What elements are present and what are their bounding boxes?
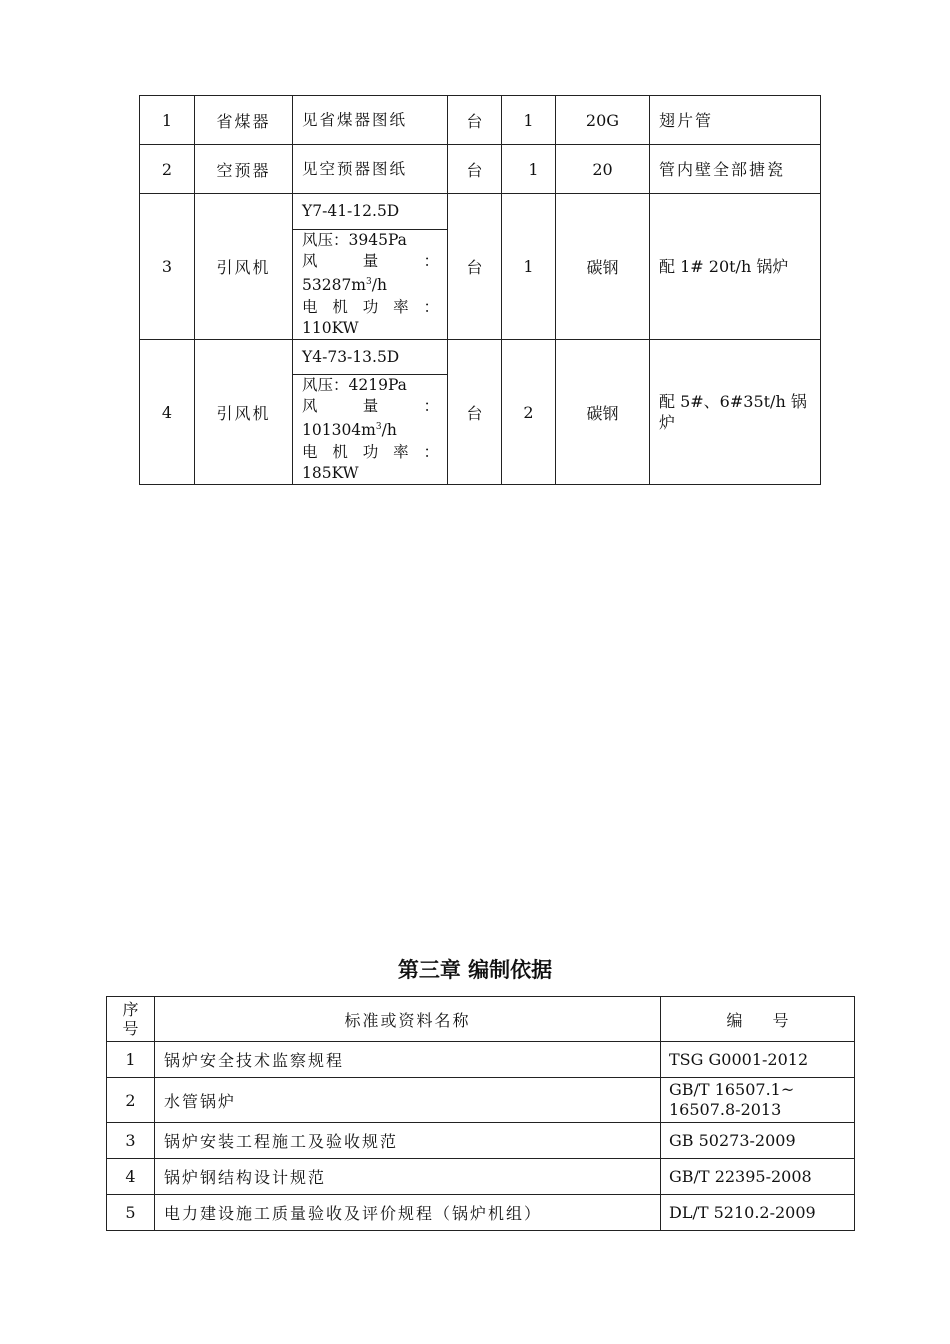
equipment-note: 翅片管	[650, 96, 821, 145]
equipment-spec: 见空预器图纸	[293, 145, 448, 194]
fan-flow-label: 风 量 ：	[302, 397, 439, 416]
standard-code: TSG G0001-2012	[661, 1042, 855, 1078]
standard-name: 锅炉安全技术监察规程	[155, 1042, 661, 1078]
equipment-table	[139, 95, 821, 485]
fan-power-value: 185KW	[302, 463, 359, 482]
table-row	[107, 1159, 855, 1195]
equipment-qty: 1	[502, 96, 556, 145]
equipment-name: 空预器	[195, 145, 293, 194]
fan-pressure: 风压：4219Pa	[302, 376, 407, 395]
table-header-row	[107, 997, 855, 1042]
fan-parameters	[293, 375, 448, 485]
standard-code: DL/T 5210.2-2009	[661, 1195, 855, 1231]
table-row	[140, 145, 821, 194]
equipment-qty: 1	[502, 194, 556, 340]
row-number: 4	[140, 340, 195, 485]
row-number: 4	[107, 1159, 155, 1195]
equipment-material: 碳钢	[556, 194, 650, 340]
equipment-name: 省煤器	[195, 96, 293, 145]
standard-code: GB 50273-2009	[661, 1123, 855, 1159]
fan-flow-label: 风 量 ：	[302, 252, 439, 271]
row-number: 5	[107, 1195, 155, 1231]
header-code: 编号	[661, 997, 855, 1042]
chapter-title: 第三章 编制依据	[397, 958, 553, 982]
standard-code: GB/T 22395-2008	[661, 1159, 855, 1195]
equipment-material: 20G	[556, 96, 650, 145]
table-row	[107, 1042, 855, 1078]
fan-power-value: 110KW	[302, 318, 359, 337]
table-row	[140, 340, 821, 375]
standard-name: 水管锅炉	[155, 1078, 661, 1123]
header-name: 标准或资料名称	[155, 997, 661, 1042]
table-row	[107, 1195, 855, 1231]
table-row	[107, 1078, 855, 1123]
equipment-unit: 台	[448, 194, 502, 340]
fan-pressure: 风压：3945Pa	[302, 231, 407, 250]
equipment-unit: 台	[448, 340, 502, 485]
equipment-note: 配 1# 20t/h 锅炉	[650, 194, 821, 340]
standard-name: 电力建设施工质量验收及评价规程（锅炉机组）	[155, 1195, 661, 1231]
equipment-unit: 台	[448, 96, 502, 145]
table-row	[140, 194, 821, 230]
row-number: 1	[140, 96, 195, 145]
equipment-unit: 台	[448, 145, 502, 194]
row-number: 2	[140, 145, 195, 194]
row-number: 2	[107, 1078, 155, 1123]
fan-power-label: 电 机 功 率 ：	[302, 442, 439, 461]
equipment-name: 引风机	[195, 340, 293, 485]
equipment-material: 碳钢	[556, 340, 650, 485]
fan-model: Y4-73-13.5D	[293, 340, 448, 375]
basis-table	[106, 996, 855, 1231]
equipment-material: 20	[556, 145, 650, 194]
standard-code: GB/T 16507.1~ 16507.8-2013	[661, 1078, 855, 1123]
table-row	[107, 1123, 855, 1159]
table-row	[140, 96, 821, 145]
equipment-name: 引风机	[195, 194, 293, 340]
header-seq: 序 号	[107, 997, 155, 1042]
standard-name: 锅炉钢结构设计规范	[155, 1159, 661, 1195]
equipment-spec: 见省煤器图纸	[293, 96, 448, 145]
fan-power-label: 电 机 功 率 ：	[302, 297, 439, 316]
equipment-qty: 1	[502, 145, 556, 194]
standard-name: 锅炉安装工程施工及验收规范	[155, 1123, 661, 1159]
equipment-qty: 2	[502, 340, 556, 485]
equipment-note: 配 5#、6#35t/h 锅炉	[650, 340, 821, 485]
row-number: 1	[107, 1042, 155, 1078]
fan-model: Y7-41-12.5D	[293, 194, 448, 230]
fan-parameters	[293, 230, 448, 340]
fan-flow-value: $101304m^3/h$	[302, 421, 397, 440]
row-number: 3	[107, 1123, 155, 1159]
row-number: 3	[140, 194, 195, 340]
equipment-note: 管内壁全部搪瓷	[650, 145, 821, 194]
fan-flow-value: $53287m^3/h$	[302, 276, 387, 295]
